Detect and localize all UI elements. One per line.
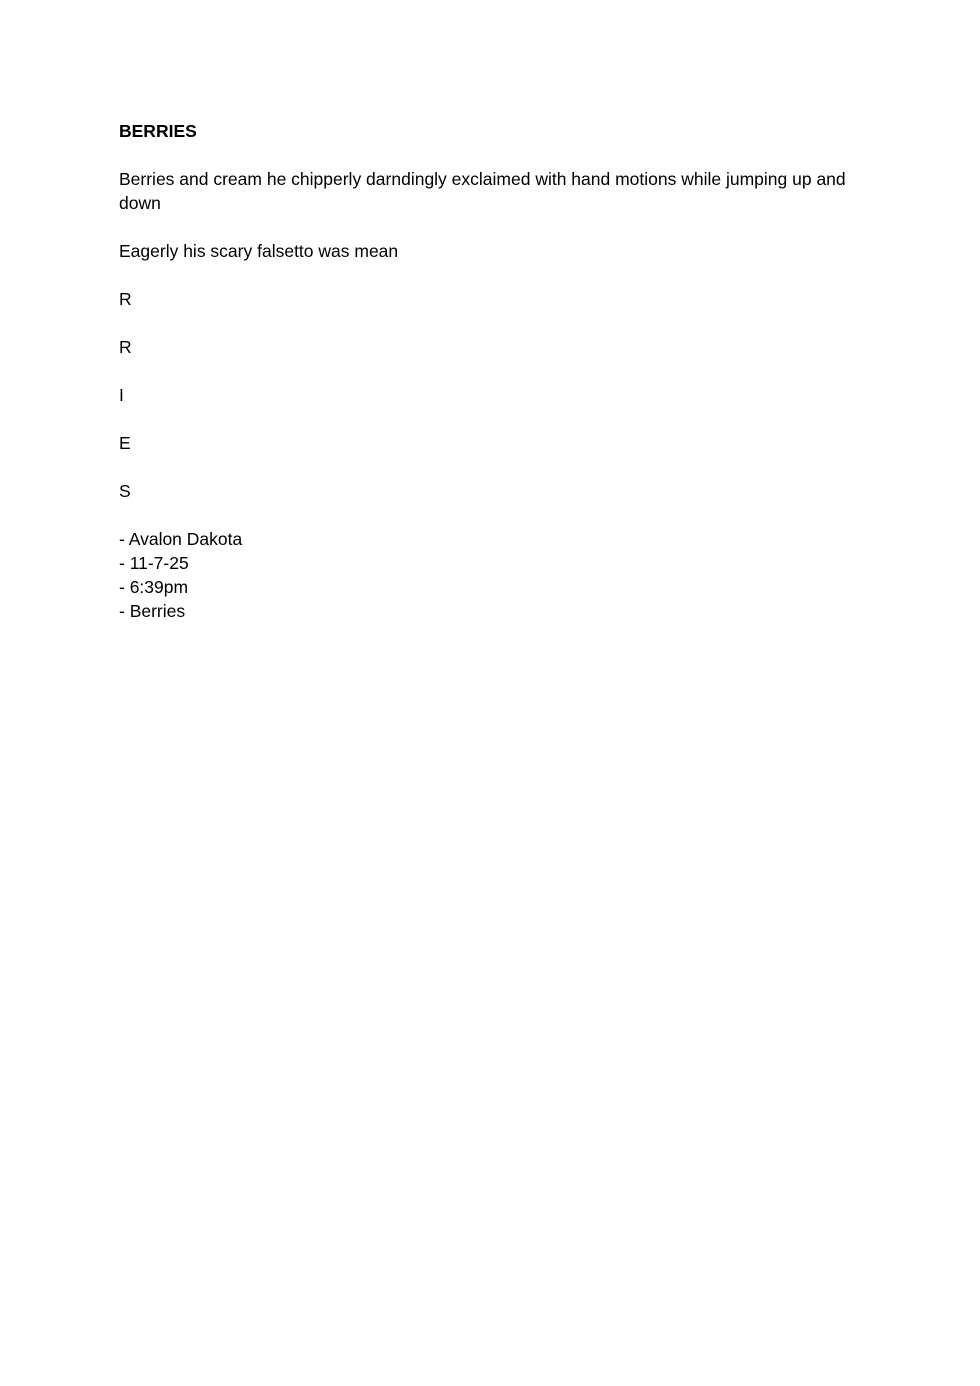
signoff-list: [119, 527, 859, 623]
paragraph-1: Berries and cream he chipperly darndingly exclaimed with hand motions while jumping up and down: [119, 169, 846, 213]
document-title: BERRIES: [119, 121, 197, 141]
letter-line-4: E: [119, 433, 131, 453]
letter-line-2: R: [119, 337, 132, 357]
signoff-date: - 11-7-25: [119, 553, 189, 573]
signoff-title: - Berries: [119, 601, 186, 621]
paragraph-2: Eagerly his scary falsetto was mean: [119, 241, 399, 261]
signoff-author: - Avalon Dakota: [119, 529, 243, 549]
letter-line-3: I: [119, 385, 124, 405]
document-body: [119, 119, 859, 623]
signoff-time: - 6:39pm: [119, 577, 189, 597]
letter-line-5: S: [119, 481, 131, 501]
letter-line-1: R: [119, 289, 132, 309]
